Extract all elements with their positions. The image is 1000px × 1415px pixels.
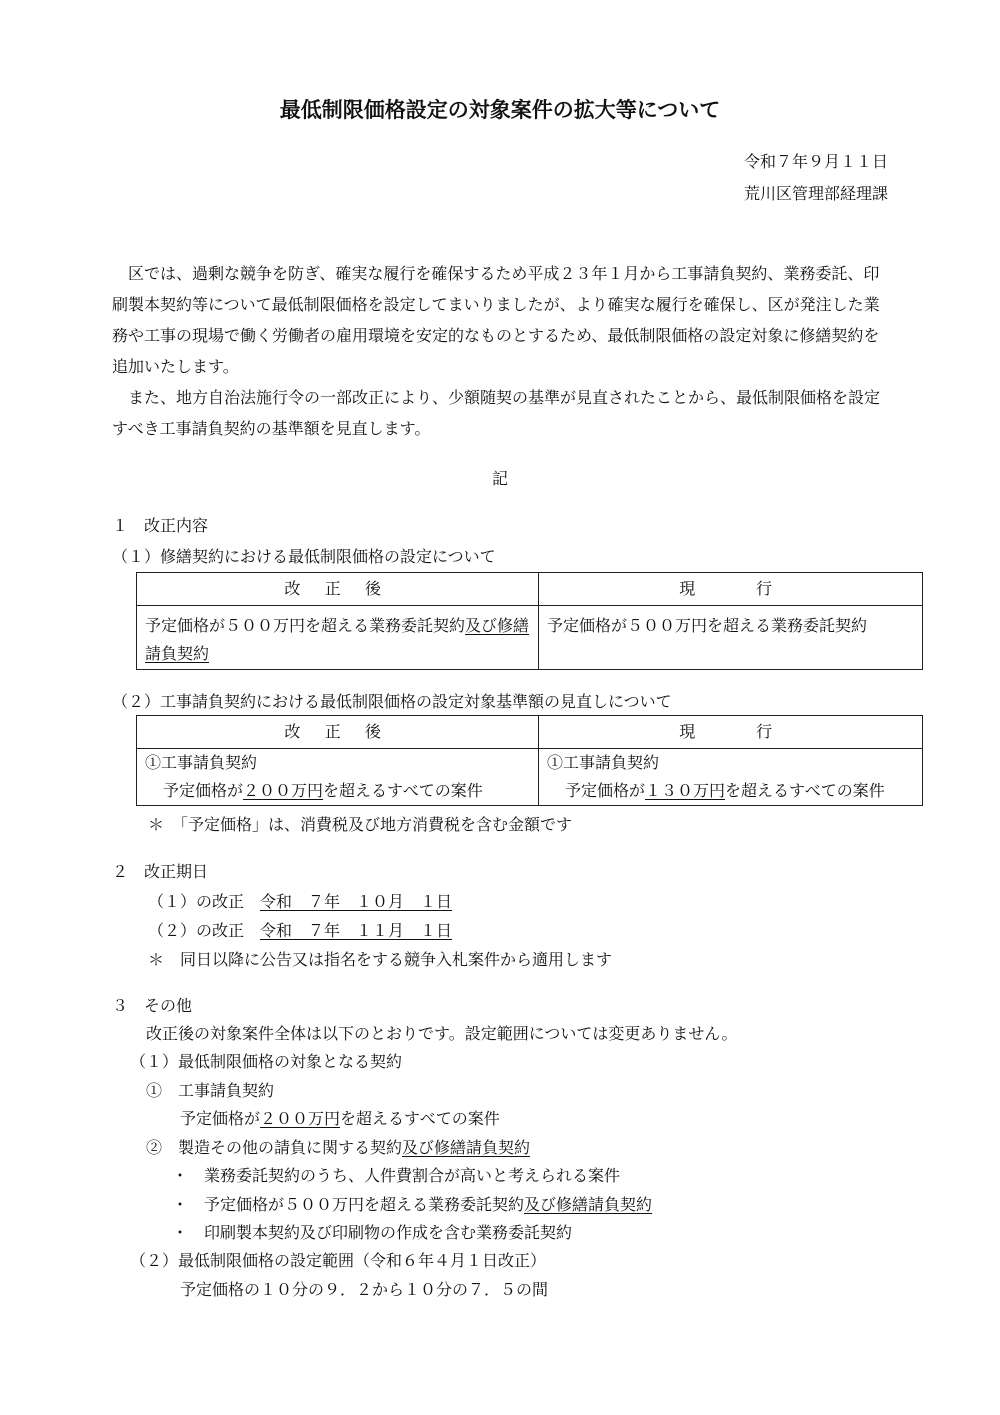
table1-current-cell bbox=[539, 606, 923, 670]
table2-after-post: を超えるすべての案件 bbox=[323, 781, 483, 800]
section-1-note: ＊ 「予定価格」は、消費税及び地方消費税を含む金額です bbox=[148, 815, 573, 834]
table2-current-pre: 予定価格が bbox=[565, 781, 646, 800]
row2-label: （２）の改正 bbox=[148, 921, 245, 940]
table2-header-after: 改 正 後 bbox=[137, 716, 539, 749]
bullet2-underline: 及び修繕請負契約 bbox=[524, 1195, 653, 1214]
row1-label: （１）の改正 bbox=[148, 892, 245, 911]
item2-text: ② 製造その他の請負に関する契約 bbox=[146, 1138, 403, 1157]
section-1-sub-2-heading: （２）工事請負契約における最低制限価格の設定対象基準額の見直しについて bbox=[112, 692, 672, 711]
section-3-heading: ３ その他 bbox=[112, 996, 193, 1015]
section-2-row-2 bbox=[148, 917, 452, 945]
issue-date: 令和７年９月１１日 bbox=[743, 152, 888, 171]
section-3-sub-1-heading: （１）最低制限価格の対象となる契約 bbox=[130, 1052, 403, 1071]
bullet-1: ・ 業務委託契約のうち、人件費割合が高いと考えられる案件 bbox=[172, 1166, 621, 1185]
section-3-sub-2-heading: （２）最低制限価格の設定範囲（令和６年４月１日改正） bbox=[130, 1251, 547, 1270]
bullet-2 bbox=[172, 1191, 652, 1219]
table2-current-line2 bbox=[547, 777, 914, 805]
intro-paragraph-1: 区では、過剰な競争を防ぎ、確実な履行を確保するため平成２３年１月から工事請負契約、業務委託、印刷製本契約等について最低制限価格を設定してまいりましたが、より確実な履行を確保し、区が発注した業務や工事の現場で働く労働者の雇用環境を安定的なものとするため、最低制限価格の設定対象に修繕契約を追加いたします。 bbox=[112, 264, 880, 376]
table1-after-text: 予定価格が５００万円を超える業務委託契約 bbox=[145, 616, 466, 635]
bullet2-text: ・ 予定価格が５００万円を超える業務委託契約 bbox=[172, 1195, 525, 1214]
table2-after-line2 bbox=[145, 777, 530, 805]
section-1-heading: １ 改正内容 bbox=[112, 516, 209, 535]
table2-header-current: 現 行 bbox=[539, 716, 923, 749]
table2-current-cell bbox=[539, 749, 923, 806]
intro-text bbox=[112, 258, 892, 444]
table2-after-amount: ２００万円 bbox=[243, 781, 324, 800]
ki-heading: 記 bbox=[491, 469, 508, 488]
table2-current-amount: １３０万円 bbox=[645, 781, 726, 800]
intro-paragraph-2: また、地方自治法施行令の一部改正により、少額随契の基準が見直されたことから、最低制限価格を設定すべき工事請負契約の基準額を見直します。 bbox=[112, 388, 881, 438]
table1-current-text: 予定価格が５００万円を超える業務委託契約 bbox=[547, 616, 868, 635]
item-2-label bbox=[146, 1134, 530, 1162]
section-3-lead: 改正後の対象案件全体は以下のとおりです。設定範囲については変更ありません。 bbox=[146, 1024, 738, 1043]
table2-after-cell bbox=[137, 749, 539, 806]
item1-amount: ２００万円 bbox=[260, 1109, 341, 1128]
table1-after-underline: 及び修繕請負契約 bbox=[145, 616, 530, 663]
page-title: 最低制限価格設定の対象案件の拡大等について bbox=[279, 98, 721, 122]
item1-post: を超えるすべての案件 bbox=[340, 1109, 500, 1128]
comparison-table-1 bbox=[136, 572, 923, 670]
section-1-sub-1-heading: （１）修繕契約における最低制限価格の設定について bbox=[112, 547, 496, 566]
row2-date: 令和 ７年 １１月 １日 bbox=[260, 921, 453, 940]
issuing-department: 荒川区管理部経理課 bbox=[743, 184, 888, 203]
table2-after-pre: 予定価格が bbox=[163, 781, 244, 800]
section-2-note: ＊ 同日以降に公告又は指名をする競争入札案件から適用します bbox=[148, 950, 613, 969]
table1-after-cell bbox=[137, 606, 539, 670]
item1-pre: 予定価格が bbox=[180, 1109, 261, 1128]
price-range: 予定価格の１０分の９．２から１０分の７．５の間 bbox=[180, 1280, 549, 1299]
table2-after-line1: ①工事請負契約 bbox=[145, 753, 258, 772]
table2-current-line1: ①工事請負契約 bbox=[547, 753, 660, 772]
item-1-detail bbox=[180, 1105, 500, 1133]
item-1-label: ① 工事請負契約 bbox=[146, 1081, 275, 1100]
table2-current-post: を超えるすべての案件 bbox=[725, 781, 885, 800]
comparison-table-2 bbox=[136, 715, 923, 806]
table1-header-current: 現 行 bbox=[539, 573, 923, 606]
section-2-row-1 bbox=[148, 888, 452, 916]
row1-date: 令和 ７年 １０月 １日 bbox=[260, 892, 453, 911]
table1-header-after: 改 正 後 bbox=[137, 573, 539, 606]
section-2-heading: ２ 改正期日 bbox=[112, 862, 209, 881]
item2-underline: 及び修繕請負契約 bbox=[402, 1138, 531, 1157]
bullet-3: ・ 印刷製本契約及び印刷物の作成を含む業務委託契約 bbox=[172, 1223, 573, 1242]
